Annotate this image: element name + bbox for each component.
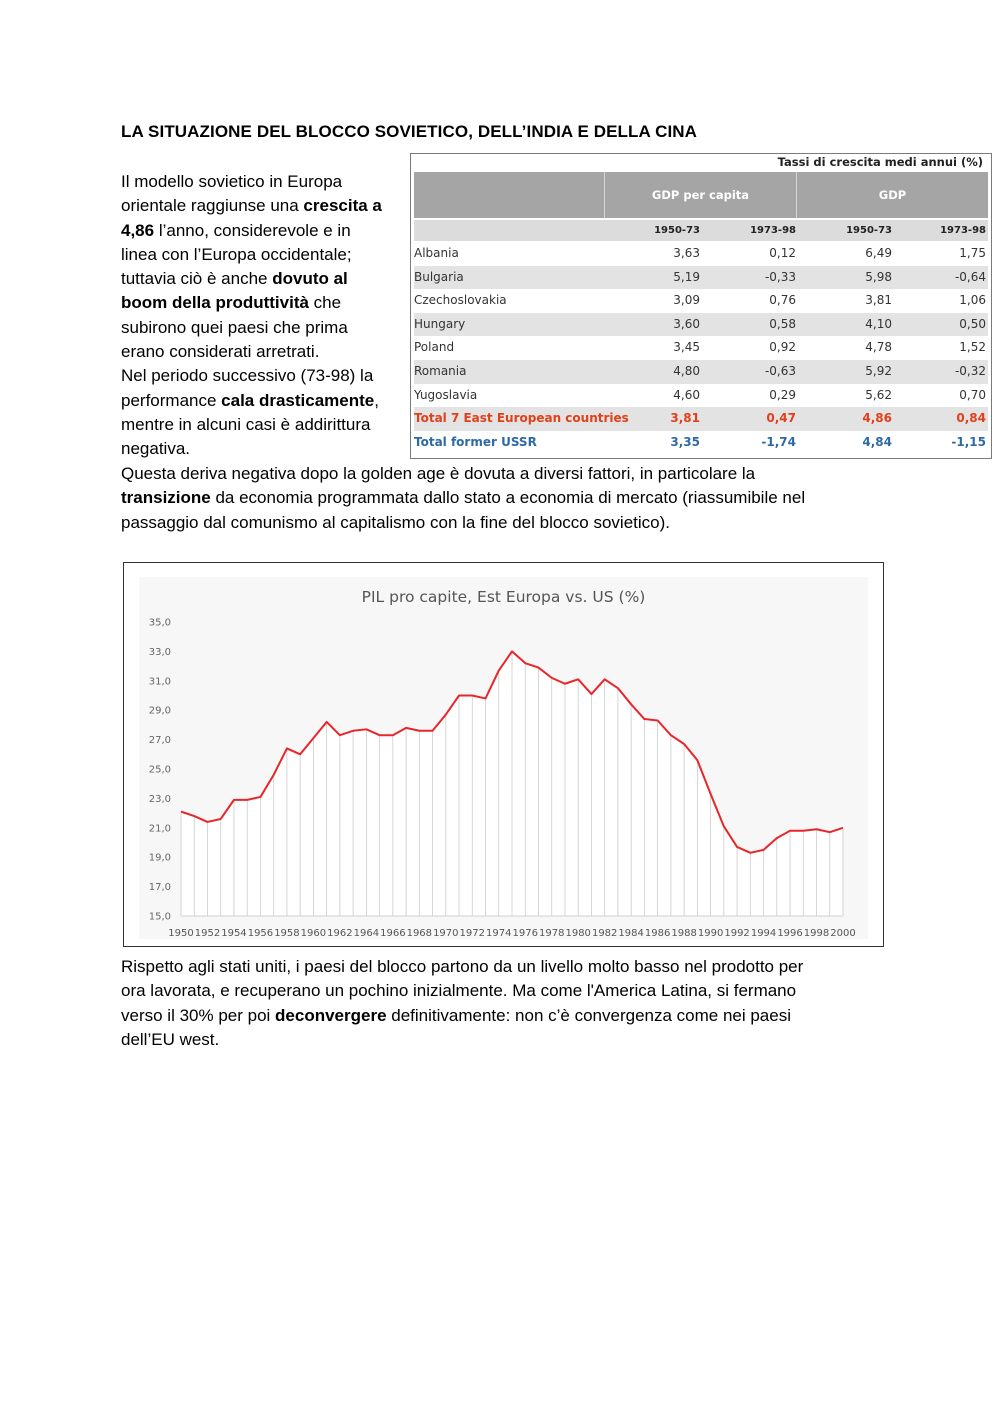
table-cell: 0,47 bbox=[766, 411, 796, 426]
table-cell: 1,06 bbox=[959, 293, 986, 308]
table-cell: 0,84 bbox=[956, 411, 986, 426]
table-title: Tassi di crescita medi annui (%) bbox=[777, 155, 983, 169]
x-tick-label: 1986 bbox=[644, 928, 671, 939]
y-tick-label: 17,0 bbox=[148, 882, 171, 894]
text-line: boom della produttività che bbox=[121, 293, 342, 313]
table-cell: 6,49 bbox=[865, 246, 892, 260]
x-tick-label: 1958 bbox=[274, 928, 300, 939]
text-line: Questa deriva negativa dopo la golden age è dovuta a diversi fattori, in particolare la bbox=[121, 464, 756, 483]
country-name: Total 7 East European countries bbox=[414, 411, 629, 426]
table-cell: -1,74 bbox=[761, 434, 796, 449]
table-cell: 0,92 bbox=[769, 340, 796, 355]
header-gdp-per-capita: GDP per capita bbox=[651, 188, 750, 202]
y-tick-label: 33,0 bbox=[148, 646, 171, 658]
period-label: 1950-73 bbox=[846, 225, 892, 236]
chart-canvas bbox=[124, 563, 883, 946]
table-cell: 4,80 bbox=[673, 364, 700, 378]
x-tick-label: 1976 bbox=[512, 928, 538, 939]
country-name: Romania bbox=[414, 364, 467, 378]
chart-title: PIL pro capite, Est Europa vs. US (%) bbox=[361, 588, 646, 606]
table-cell: 0,29 bbox=[769, 387, 796, 402]
country-name: Bulgaria bbox=[414, 269, 464, 284]
text-line: subirono quei paesi che prima bbox=[121, 317, 348, 337]
table-cell: 0,50 bbox=[959, 316, 986, 331]
closing-paragraph bbox=[121, 955, 881, 1052]
period-label: 1973-98 bbox=[750, 225, 796, 236]
table-cell: 4,84 bbox=[862, 434, 892, 449]
x-tick-label: 1980 bbox=[565, 928, 591, 939]
table-cell: 4,78 bbox=[865, 340, 892, 355]
y-tick-label: 25,0 bbox=[148, 764, 171, 776]
x-tick-label: 1974 bbox=[486, 928, 512, 939]
y-tick-label: 15,0 bbox=[148, 911, 171, 923]
text-line: Il modello sovietico in Europa bbox=[121, 172, 343, 191]
y-tick-label: 23,0 bbox=[148, 793, 171, 805]
x-tick-label: 1952 bbox=[194, 928, 221, 939]
table-header bbox=[414, 172, 988, 218]
x-tick-label: 1982 bbox=[591, 928, 618, 939]
table-cell: 5,19 bbox=[673, 269, 700, 284]
country-name: Yugoslavia bbox=[414, 387, 478, 402]
text-line: dell’EU west. bbox=[121, 1029, 220, 1049]
x-tick-label: 1988 bbox=[671, 928, 697, 939]
table-cell: 3,45 bbox=[673, 340, 700, 355]
table-cell: 1,52 bbox=[959, 340, 986, 355]
x-tick-label: 1970 bbox=[433, 928, 459, 939]
table-cell: 5,62 bbox=[865, 387, 892, 402]
table-cell: 0,58 bbox=[769, 316, 796, 331]
table-row bbox=[414, 313, 988, 337]
table-period-header bbox=[414, 220, 988, 241]
text-line: Rispetto agli stati uniti, i paesi del blocco partono da un livello molto basso nel prodotto per bbox=[121, 957, 804, 976]
text-line: verso il 30% per poi deconvergere definitivamente: non c’è convergenza come nei paesi bbox=[121, 1005, 791, 1025]
table-cell: 0,12 bbox=[769, 246, 796, 260]
table-row bbox=[414, 289, 988, 313]
intro-paragraph bbox=[121, 170, 411, 462]
x-tick-label: 1950 bbox=[168, 928, 194, 939]
x-tick-label: 1978 bbox=[538, 928, 565, 939]
table-row bbox=[414, 360, 988, 384]
table-cell: 0,76 bbox=[769, 293, 796, 308]
table-row bbox=[414, 242, 988, 266]
table-row bbox=[414, 384, 988, 408]
table-cell: -0,32 bbox=[954, 364, 986, 378]
x-tick-label: 1996 bbox=[777, 928, 803, 939]
country-name: Hungary bbox=[414, 316, 466, 331]
text-line: orientale raggiunse una crescita a bbox=[121, 196, 382, 216]
text-line: performance cala drasticamente, bbox=[121, 390, 379, 410]
text-line: 4,86 l’anno, considerevole e in bbox=[121, 220, 351, 240]
country-name: Poland bbox=[414, 340, 455, 355]
country-name: Total former USSR bbox=[414, 434, 537, 449]
text-line: negativa. bbox=[121, 439, 190, 459]
table-cell: 4,86 bbox=[862, 411, 892, 426]
country-name: Albania bbox=[414, 246, 459, 260]
table-cell: 4,60 bbox=[673, 387, 700, 402]
section-heading: LA SITUAZIONE DEL BLOCCO SOVIETICO, DELL’INDIA E DELLA CINA bbox=[121, 122, 698, 141]
text-line: mentre in alcuni casi è addirittura bbox=[121, 414, 371, 434]
table-cell: -0,64 bbox=[954, 269, 986, 284]
text-line: Nel periodo successivo (73-98) la bbox=[121, 366, 374, 386]
x-tick-label: 1964 bbox=[353, 928, 380, 939]
table-cell: 3,09 bbox=[673, 293, 700, 308]
x-tick-label: 1966 bbox=[380, 928, 406, 939]
text-line: transizione da economia programmata dallo stato a economia di mercato (riassumibile nel bbox=[121, 488, 806, 508]
y-tick-label: 29,0 bbox=[148, 705, 171, 717]
continuation-paragraph bbox=[121, 462, 881, 535]
table-cell: 3,81 bbox=[670, 411, 700, 426]
period-label: 1950-73 bbox=[654, 225, 700, 236]
table-row bbox=[414, 266, 988, 290]
header-gdp: GDP bbox=[878, 188, 907, 202]
table-row bbox=[414, 336, 988, 360]
table-cell: 0,70 bbox=[959, 387, 986, 402]
x-tick-label: 1994 bbox=[750, 928, 777, 939]
x-tick-label: 1968 bbox=[406, 928, 433, 939]
x-tick-label: 1960 bbox=[300, 928, 327, 939]
table-cell: 1,75 bbox=[959, 246, 986, 260]
table-cell: -0,63 bbox=[764, 364, 796, 378]
country-name: Czechoslovakia bbox=[414, 293, 507, 308]
x-tick-label: 1962 bbox=[327, 928, 353, 939]
table-cell: -1,15 bbox=[951, 434, 986, 449]
y-tick-label: 27,0 bbox=[148, 735, 171, 747]
period-label: 1973-98 bbox=[940, 225, 986, 236]
text-line: tuttavia ciò è anche dovuto al bbox=[121, 269, 348, 289]
table-cell: 3,63 bbox=[673, 246, 700, 260]
table-cell: 4,10 bbox=[865, 316, 892, 331]
table-cell: -0,33 bbox=[764, 269, 796, 284]
y-tick-label: 21,0 bbox=[148, 823, 171, 835]
growth-rates-table bbox=[410, 153, 992, 459]
table-cell: 3,81 bbox=[865, 293, 892, 308]
x-tick-label: 2000 bbox=[830, 928, 856, 939]
x-tick-label: 1990 bbox=[697, 928, 724, 939]
y-tick-label: 35,0 bbox=[148, 617, 171, 629]
x-tick-label: 1954 bbox=[221, 928, 247, 939]
table-cell: 5,98 bbox=[865, 269, 892, 284]
table-cell: 5,92 bbox=[865, 364, 892, 378]
x-tick-label: 1992 bbox=[724, 928, 750, 939]
table-cell: 3,35 bbox=[670, 434, 700, 449]
x-tick-label: 1998 bbox=[803, 928, 830, 939]
gdp-per-capita-chart bbox=[123, 562, 884, 947]
text-line: linea con l’Europa occidentale; bbox=[121, 244, 352, 264]
text-line: erano considerati arretrati. bbox=[121, 342, 320, 362]
table-row bbox=[414, 407, 988, 431]
table-row bbox=[414, 431, 988, 455]
x-tick-label: 1972 bbox=[459, 928, 486, 939]
text-line: passaggio dal comunismo al capitalismo con la fine del blocco sovietico). bbox=[121, 512, 671, 532]
x-tick-label: 1984 bbox=[618, 928, 644, 939]
x-tick-label: 1956 bbox=[247, 928, 274, 939]
y-tick-label: 19,0 bbox=[148, 852, 171, 864]
table-cell: 3,60 bbox=[673, 316, 700, 331]
y-tick-label: 31,0 bbox=[148, 676, 171, 688]
text-line: ora lavorata, e recuperano un pochino inizialmente. Ma come l'America Latina, si fermano bbox=[121, 981, 797, 1001]
